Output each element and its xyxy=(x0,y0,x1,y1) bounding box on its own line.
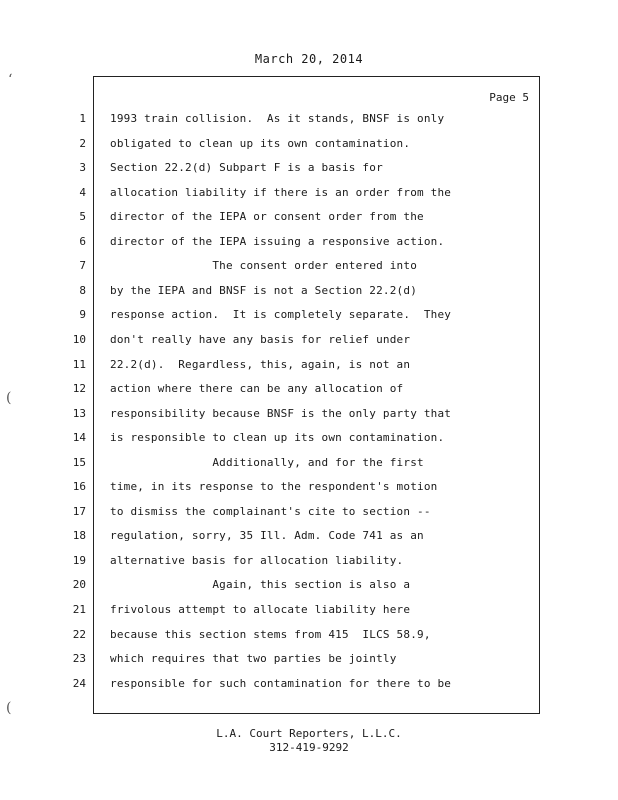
line-number: 6 xyxy=(79,235,86,248)
line-number: 17 xyxy=(72,505,86,518)
line-number: 4 xyxy=(79,186,86,199)
line-number: 21 xyxy=(72,603,86,616)
line-text: obligated to clean up its own contamination. xyxy=(110,137,411,150)
margin-mark-top: ‘ xyxy=(8,72,13,88)
line-number: 12 xyxy=(72,382,86,395)
line-number: 5 xyxy=(79,210,86,223)
line-number: 1 xyxy=(79,112,86,125)
line-number: 16 xyxy=(72,480,86,493)
line-text: frivolous attempt to allocate liability here xyxy=(110,603,411,616)
line-number: 13 xyxy=(72,407,86,420)
line-number: 9 xyxy=(79,308,86,321)
line-text: which requires that two parties be jointly xyxy=(110,652,397,665)
line-text: is responsible to clean up its own contamination. xyxy=(110,431,445,444)
line-number: 14 xyxy=(72,431,86,444)
line-number: 18 xyxy=(72,529,86,542)
margin-mark-middle: ( xyxy=(6,390,12,406)
line-text: by the IEPA and BNSF is not a Section 22.2(d) xyxy=(110,284,418,297)
line-text: 1993 train collision. As it stands, BNSF is only xyxy=(110,112,445,125)
line-text: regulation, sorry, 35 Ill. Adm. Code 741 as an xyxy=(110,529,424,542)
footer-company: L.A. Court Reporters, L.L.C. xyxy=(216,727,402,740)
line-text: action where there can be any allocation of xyxy=(110,382,404,395)
line-number: 10 xyxy=(72,333,86,346)
line-text: director of the IEPA issuing a responsive action. xyxy=(110,235,445,248)
line-number: 19 xyxy=(72,554,86,567)
line-number: 22 xyxy=(72,628,86,641)
line-number: 23 xyxy=(72,652,86,665)
line-text: Additionally, and for the first xyxy=(110,456,424,469)
line-text: to dismiss the complainant's cite to section -- xyxy=(110,505,431,518)
line-text: 22.2(d). Regardless, this, again, is not an xyxy=(110,358,411,371)
line-text: don't really have any basis for relief under xyxy=(110,333,411,346)
line-text: time, in its response to the respondent's motion xyxy=(110,480,438,493)
line-number: 24 xyxy=(72,677,86,690)
line-text: responsibility because BNSF is the only party that xyxy=(110,407,452,420)
page-label: Page 5 xyxy=(489,91,529,104)
line-number: 2 xyxy=(79,137,86,150)
line-number: 8 xyxy=(79,284,86,297)
margin-mark-bottom: ( xyxy=(6,700,12,716)
line-number: 3 xyxy=(79,161,86,174)
header-date: March 20, 2014 xyxy=(254,52,364,66)
line-number: 7 xyxy=(79,259,86,272)
line-text: Again, this section is also a xyxy=(110,578,411,591)
line-text: alternative basis for allocation liability. xyxy=(110,554,404,567)
line-text: allocation liability if there is an order from the xyxy=(110,186,452,199)
line-text: because this section stems from 415 ILCS 58.9, xyxy=(110,628,431,641)
line-text: director of the IEPA or consent order from the xyxy=(110,210,424,223)
line-text: response action. It is completely separate. They xyxy=(110,308,452,321)
line-number: 20 xyxy=(72,578,86,591)
line-number: 11 xyxy=(72,358,86,371)
line-number: 15 xyxy=(72,456,86,469)
line-text: responsible for such contamination for there to be xyxy=(110,677,452,690)
line-text: Section 22.2(d) Subpart F is a basis for xyxy=(110,161,383,174)
line-text: The consent order entered into xyxy=(110,259,418,272)
footer-phone: 312-419-9292 xyxy=(269,741,349,754)
